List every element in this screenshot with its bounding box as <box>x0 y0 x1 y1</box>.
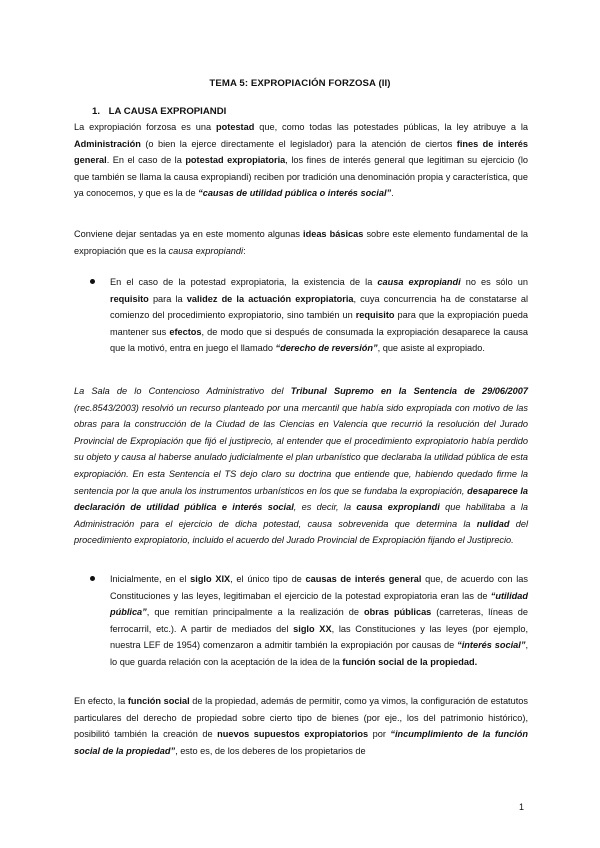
bold-text: siglo XX <box>293 623 332 634</box>
bold-italic-text: “interés social” <box>457 640 526 651</box>
bold-text: nulidad <box>476 518 510 529</box>
bold-text: Administración <box>74 138 141 149</box>
text: . <box>391 188 394 199</box>
text: (rec.8543/2003) resolvió un recurso planteado por una mercantil que había sido expropiada con motivo de las obras para la construcción de la Ciudad de las Ciencias en Valencia que recurrió la resolución del Jurado Provincial de Expropiación que fijó el justiprecio, al entender que el procedimiento expropiatorio había perdido su objeto y causa al haberse anulado judicialmente el plan urbanístico que declaraba la utilidad pública de esta expropiación. En esta Sentencia el TS dejo claro su doctrina que entiende que, habiendo quedado firme la sentencia por la que anula los instrumentos urbanísticos en los que se fundaba la expropiación, <box>74 402 528 496</box>
text: para la <box>148 293 187 304</box>
text: La Sala de lo Contencioso Administrativo del <box>74 386 291 396</box>
bold-text: requisito <box>355 310 395 321</box>
bold-text: requisito <box>110 293 149 304</box>
paragraph-intro <box>74 119 528 202</box>
bold-italic-text: causa expropiandi <box>377 277 461 287</box>
text: por <box>368 729 391 740</box>
bold-text: validez de la actuación expropiatoria <box>186 293 354 304</box>
text: , el único tipo de <box>230 574 306 584</box>
text: , de modo que si después de consumada la expropiación desaparece la causa que la motivó, entra en juego el llamado <box>110 326 528 354</box>
paragraph-supreme-court-case <box>74 383 528 549</box>
text: para que la expropiación pueda mantener sus <box>110 310 528 337</box>
text: , cuya concurrencia ha de constatarse al comienzo del procedimiento expropiatorio, sino también un <box>110 293 528 321</box>
text: que, como todas las potestades públicas, la ley atribuye a la <box>254 122 528 132</box>
bold-text: Tribunal Supremo en la Sentencia de 29/06/2007 <box>290 386 528 396</box>
bold-text: fines de interés general <box>74 138 528 166</box>
text: . En el caso de la <box>106 155 186 166</box>
text: sobre este elemento fundamental de la expropiación que es la <box>74 229 528 256</box>
text: , lo que guarda relación con la aceptación de la idea de la <box>110 640 528 667</box>
text: que habilitaba a la Administración para el ejercicio de dicha potestad, causa sobrevenida que determina la <box>74 502 528 529</box>
text: Inicialmente, en el <box>110 574 191 584</box>
paragraph-social-function <box>74 693 528 759</box>
text: (carreteras, líneas de ferrocarril, etc.). A partir de mediados del <box>110 607 529 634</box>
section-heading <box>92 106 226 117</box>
bullet-icon <box>90 576 95 581</box>
text: , que asiste al expropiado. <box>377 343 485 354</box>
bold-text: función social de la propiedad. <box>342 656 478 667</box>
bullet-item-validity <box>110 274 528 357</box>
text: del procedimiento expropiatorio, incluido el acuerdo del Jurado Provincial de Expropiación fijando el Justiprecio. <box>74 518 528 546</box>
bold-text: siglo XIX <box>190 574 231 584</box>
text: , que remitían principalmente a la realización de <box>146 607 364 618</box>
text: Conviene dejar sentadas ya en este momento algunas <box>74 229 304 239</box>
bold-italic-text: “derecho de reversión” <box>275 343 378 354</box>
bullet-item-history <box>110 571 528 671</box>
text: de la propiedad, además de permitir, como ya vimos, la configuración de estatutos particulares del derecho de propiedad sobre cierto tipo de bienes (por eje., los del patrimonio histórico), posibilitó también la creación de <box>74 696 528 740</box>
text: La expropiación forzosa es una <box>74 122 217 132</box>
paragraph-ideas <box>74 226 528 259</box>
italic-text: causa expropiandi <box>168 245 244 256</box>
bold-text: ideas básicas <box>303 229 364 239</box>
bold-text: nuevos supuestos expropiatorios <box>217 729 369 740</box>
section-number: 1. <box>92 106 101 117</box>
page-number: 1 <box>519 802 525 812</box>
bold-text: desaparece la declaración de utilidad pública e interés social <box>74 485 528 513</box>
bold-text: obras públicas <box>364 607 432 618</box>
text: , es decir, la <box>293 502 357 513</box>
bold-text: causa expropiandi <box>356 502 440 513</box>
bold-text: efectos <box>169 326 202 337</box>
text: : <box>243 245 246 256</box>
text: , las Constituciones y las leyes (por ejemplo, nuestra LEF de 1954) comenzaron a admitir también la expropiación por causas de <box>110 623 529 651</box>
bold-text: causas de interés general <box>305 574 422 584</box>
text: que, de acuerdo con las Constituciones y las leyes, legitimaban el ejercicio de la potestad expropiatoria eran las de <box>110 574 528 601</box>
bold-italic-text: “utilidad pública” <box>110 590 528 618</box>
bold-italic-text: “incumplimiento de la función social de la propiedad” <box>74 729 528 756</box>
document-title: TEMA 5: EXPROPIACIÓN FORZOSA (II) <box>209 78 391 89</box>
text: , los fines de interés general que legitiman su ejercicio (lo que también se llama la causa expropiandi) reciben por tradición una denominación propia y característica, que ya conocemos, y que es la de <box>74 155 528 199</box>
bold-italic-text: “causas de utilidad pública o interés social” <box>198 188 392 199</box>
section-title: LA CAUSA EXPROPIANDI <box>108 106 227 117</box>
text: no es sólo un <box>460 277 528 287</box>
text: (o bien la ejerce directamente el legislador) para la atención de ciertos <box>140 138 457 149</box>
bullet-icon <box>90 279 95 284</box>
text: En efecto, la <box>74 696 128 706</box>
text: En el caso de la potestad expropiatoria, la existencia de la <box>110 277 378 287</box>
bold-text: potestad expropiatoria <box>185 155 286 166</box>
text: , esto es, de los deberes de los propietarios de <box>175 745 366 756</box>
bold-text: potestad <box>216 122 255 132</box>
bold-text: función social <box>127 696 190 706</box>
